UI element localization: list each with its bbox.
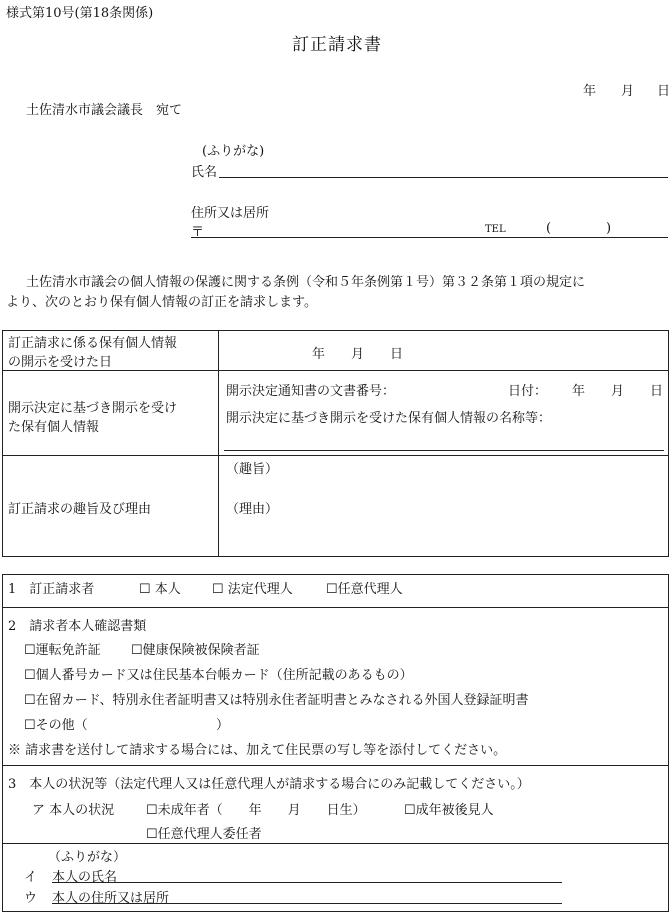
- status-adult-ward-checkbox[interactable]: ☐成年被後見人: [404, 803, 494, 818]
- row3-reason-label[interactable]: （理由）: [226, 502, 279, 517]
- principal-status-label: ア 本人の状況: [32, 803, 115, 818]
- applicant-furigana-label: (ふりがな): [202, 144, 265, 159]
- date-year: 年: [583, 84, 597, 99]
- table1-row-sep-1: [2, 370, 669, 371]
- id-drivers-license-checkbox[interactable]: ☐運転免許証: [24, 643, 101, 658]
- table2-sep-2: [2, 765, 669, 766]
- row2-name-label: 開示決定に基づき開示を受けた保有個人情報の名称等：: [226, 411, 552, 426]
- requester-voluntary-agent-checkbox[interactable]: ☐任意代理人: [326, 582, 403, 597]
- section2-label: 2 請求者本人確認書類: [8, 619, 147, 634]
- applicant-name-label: 氏名: [191, 165, 218, 180]
- addressee: 土佐清水市議会議長 宛て: [26, 103, 183, 118]
- table2-sep-1: [2, 607, 669, 608]
- row2-label-line1: 開示決定に基づき開示を受け: [8, 401, 178, 416]
- applicant-address-line[interactable]: [191, 237, 668, 238]
- row1-label-line2: の開示を受けた日: [8, 355, 113, 370]
- table2-sep-3: [2, 843, 669, 844]
- row3-label: 訂正請求の趣旨及び理由: [8, 502, 152, 517]
- postal-mark: 〒: [191, 225, 205, 240]
- id-residence-card-checkbox[interactable]: ☐在留カード、特別永住者証明書又は特別永住者証明書とみなされる外国人登録証明書: [24, 693, 529, 708]
- tel-label: TEL: [485, 224, 506, 235]
- date-month: 月: [621, 84, 635, 99]
- requester-legal-agent-checkbox[interactable]: ☐ 法定代理人: [212, 582, 293, 597]
- page-title: 訂正請求書: [292, 35, 382, 55]
- id-other-checkbox[interactable]: ☐その他（: [24, 718, 88, 733]
- principal-address-mark: ウ: [24, 891, 38, 906]
- status-voluntary-principal-checkbox[interactable]: ☐任意代理人委任者: [146, 827, 262, 842]
- intro-line-2: より、次のとおり保有個人情報の訂正を請求します。: [6, 295, 317, 310]
- principal-address-label: 本人の住所又は居所: [52, 891, 170, 906]
- tel-paren-open: (: [546, 221, 552, 236]
- principal-furigana-label: （ふりがな）: [48, 850, 127, 865]
- row2-date-field[interactable]: 年 月 日: [572, 384, 664, 399]
- principal-name-label: 本人の氏名: [52, 870, 118, 885]
- applicant-address-label: 住所又は居所: [191, 206, 270, 221]
- principal-name-mark: イ: [24, 870, 38, 885]
- principal-name-line[interactable]: [52, 882, 562, 883]
- section3-label: 3 本人の状況等（法定代理人又は任意代理人が請求する場合にのみ記載してください。）: [8, 777, 530, 792]
- id-health-insurance-checkbox[interactable]: ☐健康保険被保険者証: [131, 643, 260, 658]
- tel-paren-close: ): [606, 221, 612, 236]
- table1-divider: [218, 330, 219, 557]
- intro-line-1: 土佐清水市議会の個人情報の保護に関する条例（令和５年条例第１号）第３２条第１項の規定に: [26, 275, 586, 290]
- principal-address-line[interactable]: [52, 903, 562, 904]
- row2-label-line2: た保有個人情報: [8, 420, 100, 435]
- row2-date-label: 日付：: [508, 384, 548, 399]
- row1-date-field[interactable]: 年 月 日: [312, 347, 404, 362]
- requester-self-checkbox[interactable]: ☐ 本人: [139, 582, 181, 597]
- section1-label: 1 訂正請求者: [8, 582, 95, 597]
- applicant-name-line[interactable]: [219, 177, 668, 178]
- row2-name-line[interactable]: [224, 450, 664, 451]
- row1-label-line1: 訂正請求に係る保有個人情報: [8, 336, 178, 351]
- form-number: 様式第10号(第18条関係): [6, 6, 154, 21]
- id-other-paren-close: ）: [216, 718, 230, 733]
- section2-note: ※ 請求書を送付して請求する場合には、加えて住民票の写し等を添付してください。: [8, 743, 507, 758]
- id-mynumber-card-checkbox[interactable]: ☐個人番号カード又は住民基本台帳カード（住所記載のあるもの）: [24, 668, 413, 683]
- status-minor-checkbox[interactable]: ☐未成年者（ 年 月 日生）: [146, 803, 366, 818]
- row3-purpose-label[interactable]: （趣旨）: [226, 462, 279, 477]
- row2-doc-number-label: 開示決定通知書の文書番号：: [226, 384, 396, 399]
- date-day: 日: [657, 84, 671, 99]
- table1-row-sep-2: [2, 455, 669, 456]
